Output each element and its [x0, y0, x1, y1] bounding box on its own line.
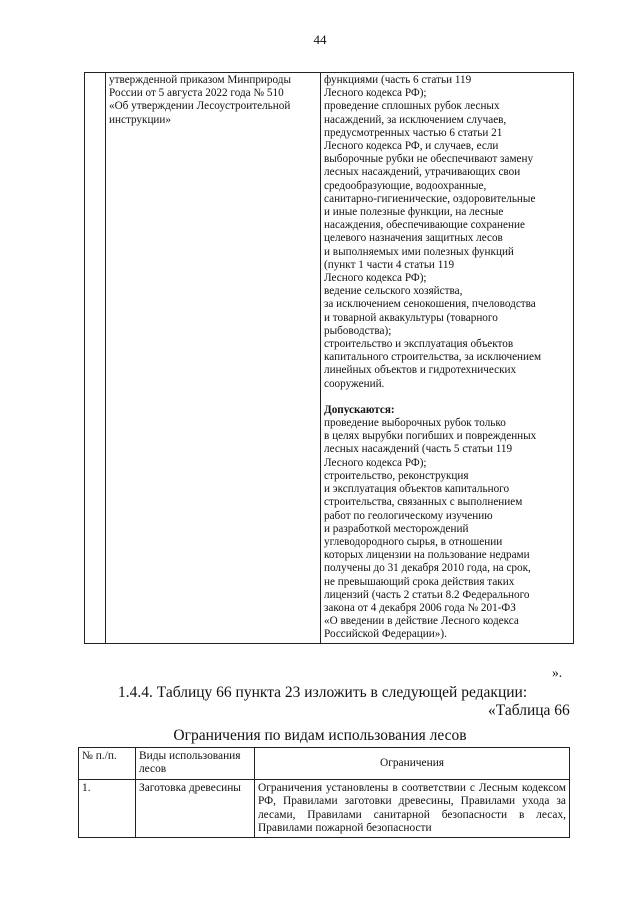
paragraph-gap — [324, 391, 570, 404]
table-title: Ограничения по видам использования лесов — [173, 727, 467, 744]
text-line: строительства, связанных с выполнением — [324, 496, 523, 509]
header-number: № п./п. — [79, 748, 136, 780]
row-restrictions: Ограничения установлены в соответствии с Лесным кодексом РФ, Правилами заготовки древесины, Правилами ухода за лесами, Правилами санитарной безопасности в лесах, Правилами пожарной безопасности — [255, 779, 570, 838]
text-line: Лесного кодекса РФ); — [324, 456, 427, 469]
text-line: строительство и эксплуатация объектов — [324, 338, 514, 351]
table-row — [79, 779, 570, 838]
empty-cell — [85, 73, 106, 644]
restrictions-table — [78, 747, 570, 838]
text-line: строительство, реконструкция — [324, 469, 469, 482]
text-line: в целях вырубки погибших и поврежденных — [324, 430, 537, 443]
text-line: сооружений. — [324, 377, 385, 390]
amendment-instruction: 1.4.4. Таблицу 66 пункта 23 изложить в следующей редакции: — [118, 684, 528, 701]
text-line: и выполняемых ими полезных функций — [324, 245, 514, 258]
text-line: получены до 31 декабря 2010 года, на срок, — [324, 562, 531, 575]
text-line: Лесного кодекса РФ); — [324, 272, 427, 285]
text-line: линейных объектов и гидротехнических — [324, 364, 517, 377]
text-line: проведение сплошных рубок лесных — [324, 100, 500, 113]
text-line: и иные полезные функции, на лесные — [324, 206, 504, 219]
text-line: не превышающий срока действия таких — [324, 575, 515, 588]
text-line: работ по геологическому изучению — [324, 509, 493, 522]
text-line: Российской Федерации»). — [324, 628, 447, 641]
text-line: проведение выборочных рубок только — [324, 417, 506, 430]
text-line: и товарной аквакультуры (товарного — [324, 311, 498, 324]
text-line: целевого назначения защитных лесов — [324, 232, 503, 245]
text-line: «Об утверждении Лесоустроительной — [109, 100, 291, 113]
restrictions-cell — [321, 73, 574, 644]
allowed-heading: Допускаются: — [324, 403, 395, 416]
continuation-table — [84, 72, 574, 644]
text-line: России от 5 августа 2022 года № 510 — [109, 87, 284, 100]
page-number: 44 — [313, 32, 327, 47]
text-line: рыбоводства); — [324, 324, 392, 337]
row-number: 1. — [79, 779, 136, 838]
text-line: (пункт 1 части 4 статьи 119 — [324, 258, 455, 271]
text-line: Лесного кодекса РФ, и случаев, если — [324, 140, 499, 153]
table-number-label: «Таблица 66 — [488, 702, 570, 719]
text-line: санитарно-гигиенические, оздоровительные — [324, 192, 536, 205]
closing-quote: ». — [552, 665, 563, 680]
text-line: ведение сельского хозяйства, — [324, 285, 463, 298]
text-line: «О введении в действие Лесного кодекса — [324, 615, 519, 628]
text-line: лесных насаждений, утрачивающих свои — [324, 166, 521, 179]
text-line: предусмотренных частью 6 статьи 21 — [324, 126, 503, 139]
header-restrictions: Ограничения — [255, 748, 570, 780]
text-line: закона от 4 декабря 2006 года № 201-ФЗ — [324, 601, 516, 614]
text-line: функциями (часть 6 статьи 119 — [324, 74, 472, 86]
text-line: за исключением сенокошения, пчеловодства — [324, 298, 536, 311]
text-line: средообразующие, водоохранные, — [324, 179, 487, 192]
text-line: инструкции» — [109, 113, 171, 126]
row-use-type: Заготовка древесины — [136, 779, 255, 838]
text-line: углеводородного сырья, в отношении — [324, 535, 503, 548]
text-line: и разработкой месторождений — [324, 522, 469, 535]
table-row — [85, 73, 574, 644]
text-line: Лесного кодекса РФ); — [324, 87, 427, 100]
text-line: выборочные рубки не обеспечивают замену — [324, 153, 534, 166]
text-line: лесных насаждений (часть 5 статьи 119 — [324, 443, 513, 456]
text-line: насаждений, за исключением случаев, — [324, 113, 507, 126]
text-line: которых лицензии на пользование недрами — [324, 549, 530, 562]
text-line: и эксплуатация объектов капитального — [324, 483, 510, 496]
document-reference-cell — [106, 73, 321, 644]
text-line: капитального строительства, за исключением — [324, 351, 542, 364]
header-use-type: Виды использования лесов — [136, 748, 255, 780]
table-header-row — [79, 748, 570, 780]
text-line: насаждения, обеспечивающие сохранение — [324, 219, 525, 232]
text-line: лицензий (часть 2 статьи 8.2 Федерального — [324, 588, 530, 601]
text-line: утвержденной приказом Минприроды — [109, 74, 291, 86]
